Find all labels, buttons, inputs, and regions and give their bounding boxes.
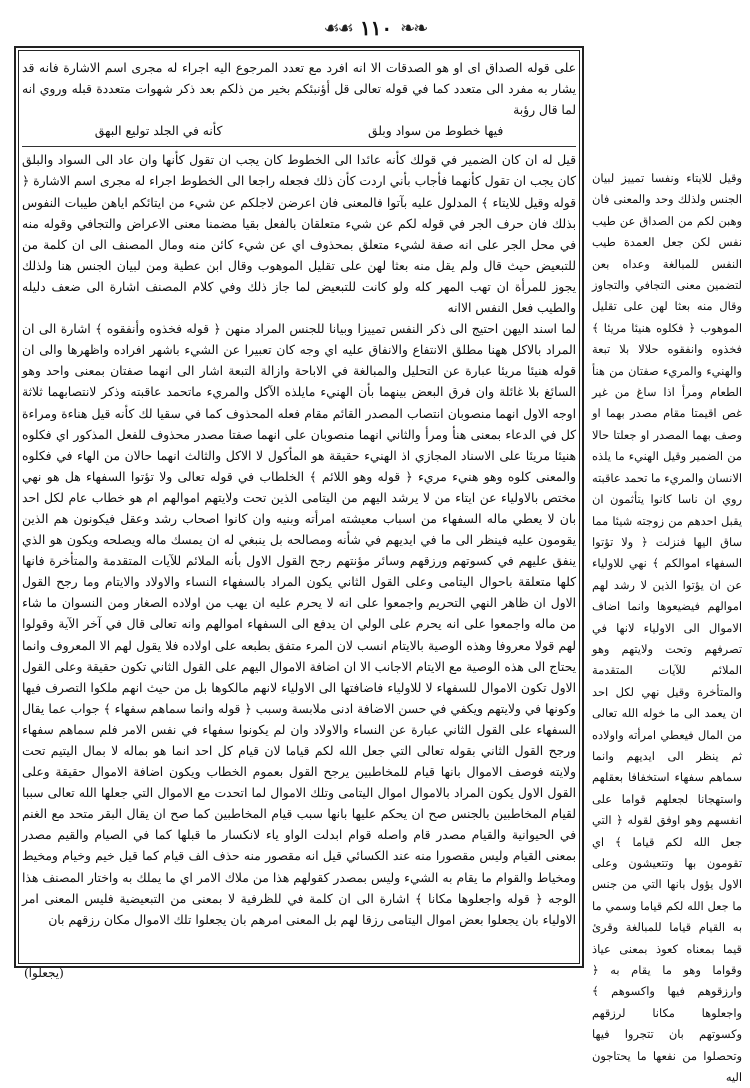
margin-paragraph: وقيل للايتاء ونفسا تمييز لبيان الجنس ولذلك وحد والمعنى فان وهبن لكم من الصداق عن طيب نفس لكن جعل العمدة طيب النفس للمبالغة وعداه بعن لتضمين معنى التجافي والتجاوز وقال منه بعثا لهن على تقليل الموهوب ﴿ فكلوه هنيئا مريئا ﴾ فخذوه وانفقوه حلالا بلا تبعة والهنيء والمريء صفتان من هنأ الطعام ومرأ اذا ساغ من غير غص اقيمتا مقام مصدر بهما او وصف بهما المصدر او جعلتا حالا من الضمير وقيل الهنيء ما يلذه الانسان والمريء ما تحمد عاقبته روي ان ناسا كانوا يتأثمون ان يقبل احدهم من زوجته شيئا مما ساق اليها فنزلت ﴿ ولا تؤتوا السفهاء اموالكم ﴾ نهي للاولياء عن ان يؤتوا الذين لا رشد لهم اموالهم فيضيعوها وانما اضاف الاموال الى الاولياء لانها في تصرفهم وتحت ولايتهم وهو الملائم للآيات المتقدمة والمتأخرة وقيل نهي لكل احد ان يعمد الى ما خوله الله تعالى من المال فيعطي امرأته واولاده ثم ينظر الى ايديهم وانما سماهم سفهاء استخفافا بعقلهم واستهجانا لجعلهم قواما على انفسهم وهو اوفق لقوله ﴿ التي جعل الله لكم قياما ﴾ اي تقومون بها وتتعيشون وعلى الاول يؤول بانها التي من جنس ما جعل الله لكم قياما وسمي ما به القيام قياما للمبالغة وقرئ قيما بمعناه كعوذ بمعنى عياذ وقواما وهو ما يقام به ﴿ وارزقوهم فيها واكسوهم ﴾ واجعلوها مكانا لرزقهم وكسوتهم بان تتجروا فيها وتحصلوا من نفعها ما يحتاجون اليه	[592, 171, 742, 1085]
main-commentary	[22, 58, 576, 964]
commentary-paragraph-1: قيل له ان كان الضمير في قولك كأنه عائدا الى الخطوط كان يجب ان تقول كأنها وان عاد الى السواد والبلق كان يجب ان تقول كأنهما فأجاب بأني اردت كأن ذلك فجعله راجعا الى الخطوط اجراء له مجرى اسم الاشارة ﴿ قوله وقيل للايتاء ﴾ المدلول عليه بآتوا فالمعنى فان اعرضن لاجلكم عن شيء من ايتائكم اياهن طيبات النفوس بذلك فان حرف الجر في قوله لكم عن شيء متعلقان بالفعل بقيا مضمنا معنى الاعراض والتجافي وقوله منه في محل الجر على انه صفة لشيء متعلق بمحذوف اي عن شيء كائن منه ومال المصنف الى ان كلمة من للتبعيض حيث قال ولم يقل منه بعثا لهن على تقليل الموهوب وقال ابن عطية ومن لبيان الجنس هنا ولذلك يجوز للمرأة ان تهب المهر كله ولو كانت للتبعيض لما جاز ذلك وفي كلام المصنف اشارة الى ضعف دليله والطيب فعل النفس الاانه	[22, 153, 576, 316]
ornament-right-icon: ❧❧	[400, 17, 427, 39]
poetry-verse	[22, 121, 576, 142]
commentary-paragraph-2: لما اسند اليهن احتيج الى ذكر النفس تمييزا وبيانا للجنس المراد منهن ﴿ قوله فخذوه وأنفقوه ﴾ اشارة الى ان المراد بالاكل ههنا مطلق الانتفاع والانفاق عليه اي وجه كان تعبيرا عن الشيء باشهر افراده واظهرها والى ان قوله هنيئا مريئا عبارة عن التحليل والمبالغة في الاباحة وازالة التبعة اشار الى انهما صفتان بمعنى واحد وهو السائغ بلا غائلة وان فرق البعض بينهما بأن الهنيء مايلذه الآكل والمريء ماتحمد عاقبته وذكر لانتصابهما ثلاثة اوجه الاول انهما منصوبان انتصاب المصدر القائم مقام فعله المحذوف كما في سقيا لك كأنه قيل هناءة ومراءة كل في الدعاء بمعنى هنأ ومرأ والثاني انهما منصوبان على انهما صفتا مصدر محذوف للفعل المذكور اي فكلوه هنيئا مريئا على الاسناد المجازي اذ الهنيء حقيقة هو المأكول لا الاكل والثالث انهما حالان من الهاء في فكلوه والمعنى كلوه وهو هنيء مريء ﴿ قوله وهو اللائم ﴾ الخلطاب في قوله تعالى ولا تؤتوا السفهاء هل هو نهي مختص بالاولياء عن ايتاء من لا يرشد اليهم من اليتامى الذين تحت ولايتهم اموالهم ام هو خطاب عام لكل احد بان لا يعطي ماله السفهاء من اسباب معيشته امرأته وبنيه وان كانوا اصحاب رشد وعقل فيكونون هم الذين يقومون عليه فينظر الى ما في ايديهم في شأنه ومصالحه بل ينبغي له ان يمسك ماله ويصلحه ويكون هو الذي ينفق عليهم في كسوتهم ورزقهم وسائر مؤنتهم رجح القول الاول بأنه الملائم للآيات المتقدمة والمتأخرة فانها كلها متعلقة باحوال اليتامى وعلى القول الثاني يكون المراد بالسفهاء النساء والاولاد والايتام وما رجح القول الاول ان ظاهر النهي التحريم واجمعوا على انه لا يحرم عليه ان يهب من اولاده الصغار ومن النسوان ما شاء من ماله واجمعوا على انه يحرم على الولي ان يدفع الى السفهاء اموالهم وانه تعالى قال في آخر الآية وقولوا لهم قولا معروفا وهذه الوصية بالايتام انسب لان المرء متفق بطبعه على اولاده فلا يقول لهم الا المعروف وانما يحتاج الى هذه الوصية مع الايتام الاجانب الا ان اضافة الاموال اليهم على القول الثاني تكون حقيقة وعلى القول الاول تكون الاموال للسفهاء لا للاولياء فاضافتها الى الاولياء لانهم مالكوها بل من حيث انهم ملكوا التصرف فيها وكونها في ولايتهم ويكفي في حسن الاضافة ادنى ملابسة وسبب ﴿ قوله وانما سماهم سفهاء ﴾ جواب عما يقال السفهاء على القول الثاني عبارة عن النساء والاولاد وان لم يكونوا سفهاء في نفس الامر فلم سماهم سفهاء ورجح القول الثاني بقوله تعالى التي جعل الله لكم قياما لان قيام كل احد انما هو بماله لا بمال اليتيم تحت ولايته فوصف الاموال بانها قيام للمخاطبين يرجح القول بعموم الخطاب ويكون اضافة الاموال حقيقة وعلى القول الاول يكون المراد بالاموال اموال اليتامى وتلك الاموال لما اتحدت مع الاموال التي جعلها الله تعالى سببا لقيام المخاطبين بالجنس صح ان يحكم عليها بانها سبب قيام المخاطبين كما صح ان يقال البقر متحد مع الغنم في الحيوانية والقيام مصدر قام واصله قوام ابدلت الواو ياء لانكسار ما قبلها كما في الصيام والقيم مصدر بمعنى القيام وليس مقصورا منه عند الكسائي قيل انه مقصور منه حذف الف قيام كما قيل خيم وخيام ومخيط ومخياط والقوام ما يقام به الشيء وليس بمصدر كقولهم هذا من ملاك الامر اي ما يملك به واختار المصنف هذا الوجه ﴿ قوله واجعلوها مكانا ﴾ اشارة الى ان كلمة في للظرفية لا بمعنى من التبعيضية فليس المعنى امر الاولياء بان يجعلوا بعض اموال اليتامى رزقا لهم بل المعنى امرهم بان يجعلوا تلك الاموال مكان رزقهم بان	[22, 322, 576, 927]
ornament-left-icon: ☙☙	[323, 17, 352, 39]
margin-commentary	[592, 168, 742, 1085]
page-number: ١١٠	[359, 16, 393, 40]
intro-paragraph: على قوله الصداق اى او هو الصدقات الا انه افرد مع تعدد المرجوع اليه اجراء له مجرى اسم الاشارة فانه قد يشار به مفرد الى متعدد كما في قوله تعالى قل أؤنبئكم بخير من ذلكم بعد ذكر شهوات متعددة قبله وروي انه لما قال رؤبة	[22, 61, 576, 118]
divider	[22, 146, 576, 147]
page-header	[0, 10, 750, 46]
verse-hemistich-left: كأنه في الجلد توليع البهق	[94, 124, 223, 139]
catchword: (يجعلوا)	[24, 966, 64, 980]
verse-hemistich-right: فيها خطوط من سواد وبلق	[367, 124, 504, 139]
